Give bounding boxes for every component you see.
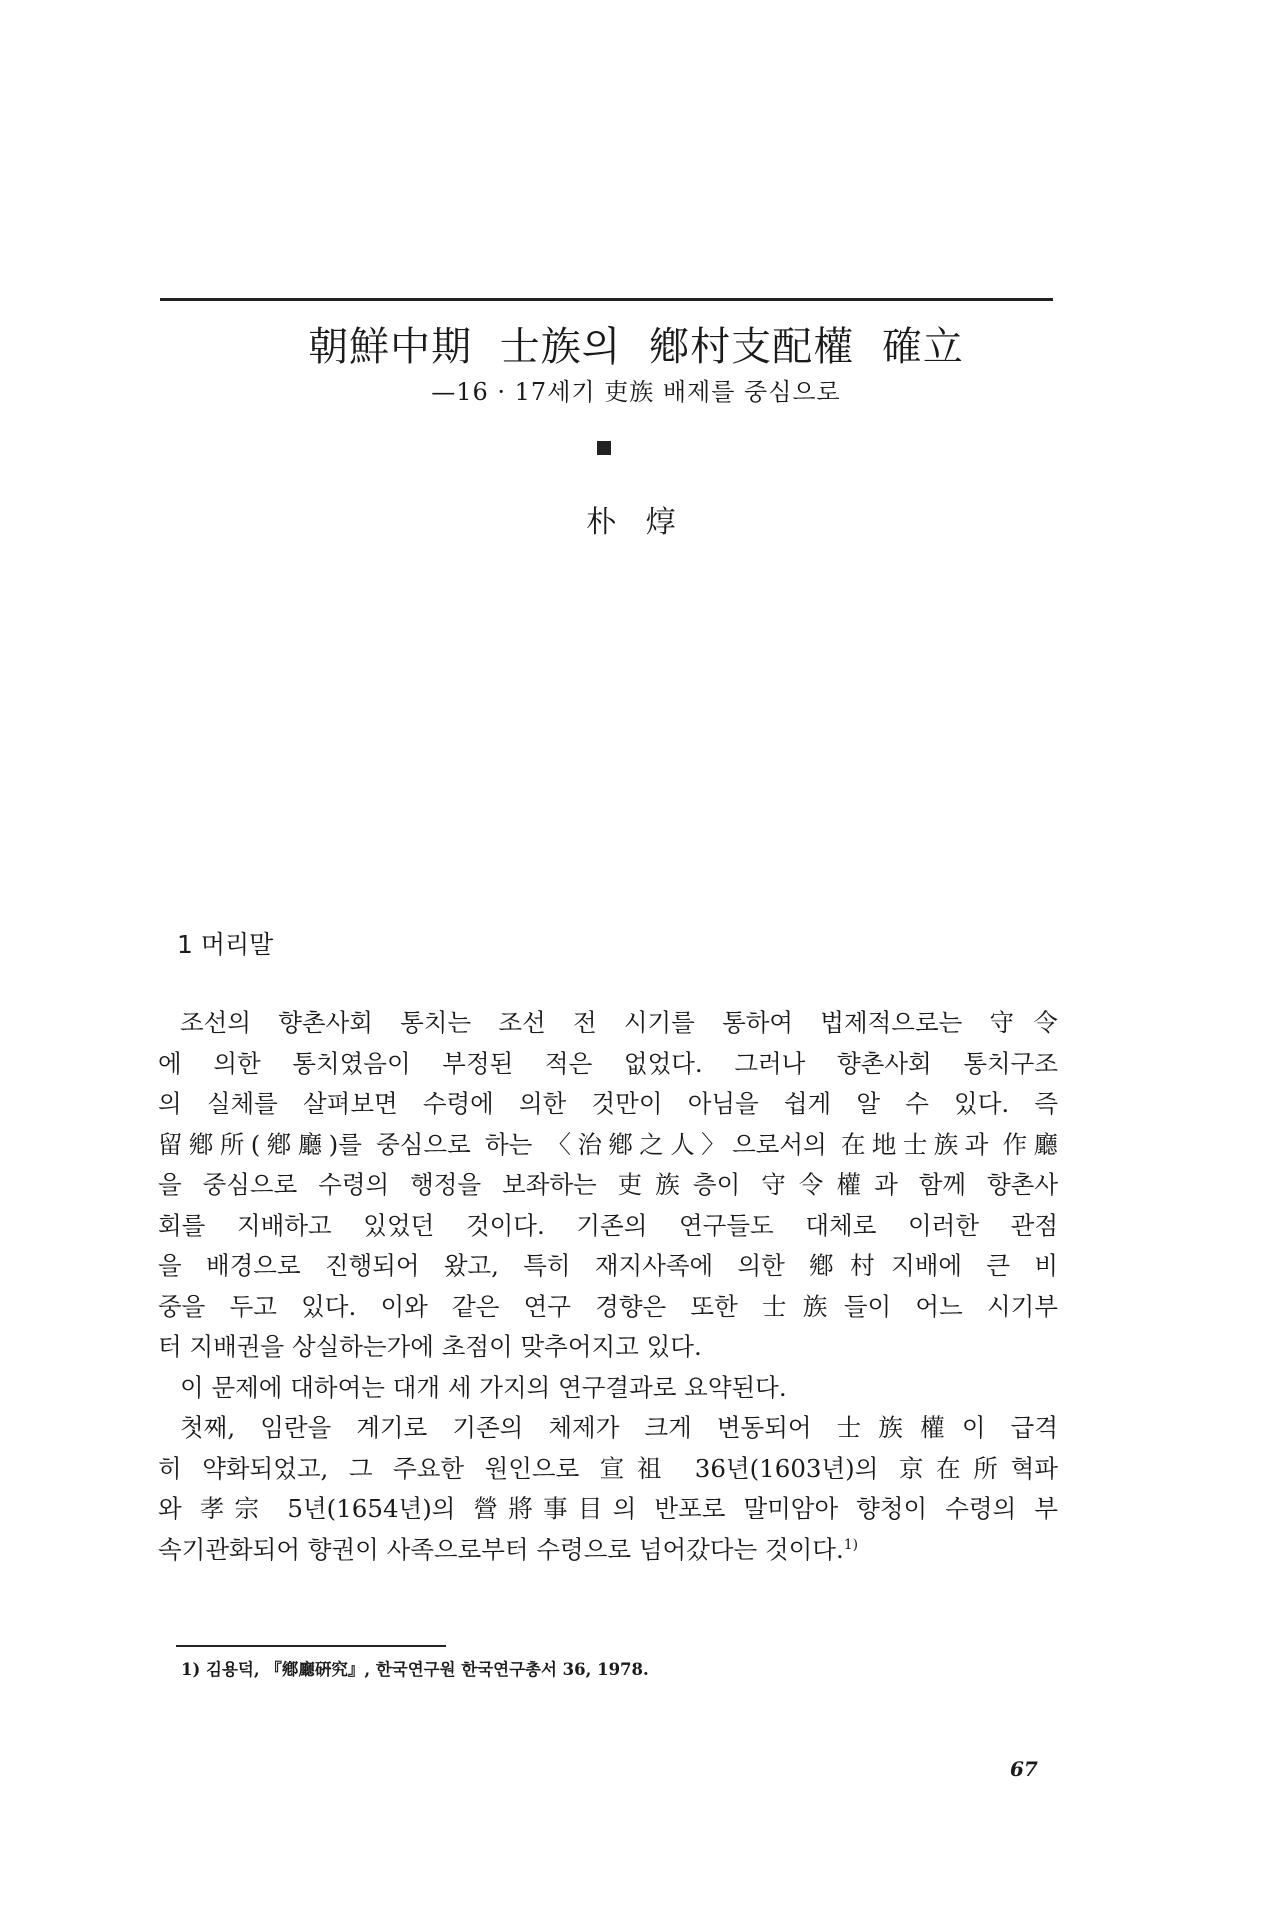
body-text xyxy=(158,1003,1058,1570)
body-line: 에 의한 통치였음이 부정된 적은 없었다. 그러나 향촌사회 통치구조 xyxy=(158,1048,1058,1078)
body-line: 회를 지배하고 있었던 것이다. 기존의 연구들도 대체로 이러한 관점 xyxy=(158,1210,1058,1240)
body-line: 중을 두고 있다. 이와 같은 연구 경향은 또한 士族들이 어느 시기부 xyxy=(158,1291,1058,1321)
body-line-text: 속기관화되어 향권이 사족으로부터 수령으로 넘어갔다는 것이다. xyxy=(158,1534,844,1564)
article-title: 朝鮮中期 士族의 鄕村支配權 確立 xyxy=(308,324,964,370)
footnote-rule xyxy=(176,1645,446,1647)
footnote: 1) 김용덕, 『鄕廳硏究』, 한국연구원 한국연구총서 36, 1978. xyxy=(181,1660,649,1679)
body-line: 의 실체를 살펴보면 수령에 의한 것만이 아님을 쉽게 알 수 있다. 즉 xyxy=(158,1089,1058,1118)
body-line: 조선의 향촌사회 통치는 조선 전 시기를 통하여 법제적으로는 守令 xyxy=(180,1008,1058,1037)
top-rule xyxy=(160,298,1053,301)
body-line: 와 孝宗 5년(1654년)의 營將事目의 반포로 말미암아 향청이 수령의 부 xyxy=(158,1494,1058,1523)
body-line: 터 지배권을 상실하는가에 초점이 맞추어지고 있다. xyxy=(158,1332,702,1361)
section-heading: 1 머리말 xyxy=(177,930,274,959)
body-line: 이 문제에 대하여는 대개 세 가지의 연구결과로 요약된다. xyxy=(180,1372,787,1402)
author-name: 朴 焞 xyxy=(586,505,686,540)
body-line: 히 약화되었고, 그 주요한 원인으로 宣祖 36년(1603년)의 京在所혁파 xyxy=(158,1453,1058,1483)
body-line: 을 중심으로 수령의 행정을 보좌하는 吏族층이 守令權과 함께 향촌사 xyxy=(158,1170,1058,1199)
body-line: 첫째, 임란을 계기로 기존의 체제가 크게 변동되어 士族權이 급격 xyxy=(180,1413,1058,1442)
page-number: 67 xyxy=(1010,1757,1038,1781)
article-subtitle: —16 · 17세기 吏族 배제를 중심으로 xyxy=(431,378,841,406)
body-line-with-footnote xyxy=(158,1530,1058,1571)
separator-square-icon xyxy=(597,441,611,455)
body-line: 을 배경으로 진행되어 왔고, 특히 재지사족에 의한 鄕村지배에 큰 비 xyxy=(158,1251,1058,1280)
footnote-reference: 1) xyxy=(843,1536,859,1553)
body-line: 留鄕所(鄕廳)를 중심으로 하는 〈治鄕之人〉으로서의 在地士族과 作廳 xyxy=(158,1129,1058,1159)
